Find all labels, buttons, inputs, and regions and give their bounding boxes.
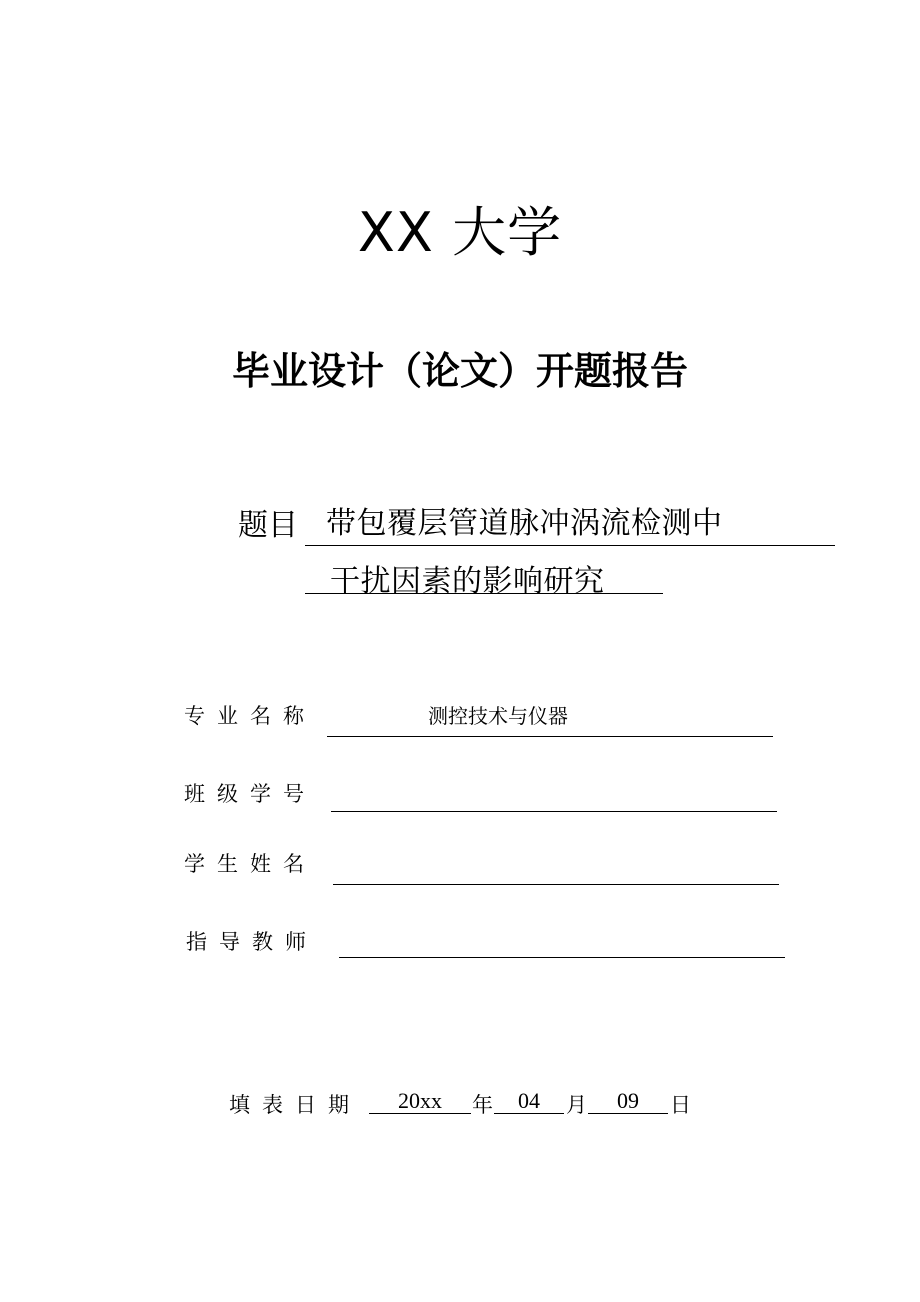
date-year-value: 20xx	[398, 1088, 442, 1113]
university-name: XX 大学	[357, 201, 563, 264]
date-label: 填表日期	[229, 1093, 361, 1117]
date-day-value: 09	[617, 1088, 639, 1113]
date-month-unit: 月	[566, 1093, 587, 1117]
class-id-underline	[331, 811, 777, 812]
report-title: 毕业设计（论文）开题报告	[231, 349, 688, 393]
major-underline	[327, 736, 773, 737]
advisor-label: 指导教师	[186, 930, 318, 954]
major-label: 专业名称	[184, 704, 316, 728]
topic-underline-2	[305, 593, 663, 594]
date-month-value: 04	[518, 1088, 540, 1113]
topic-underline-1	[305, 545, 835, 546]
date-year-underline	[369, 1113, 471, 1114]
student-name-label: 学生姓名	[184, 852, 316, 876]
topic-line-2: 干扰因素的影响研究	[330, 564, 605, 599]
advisor-underline	[339, 957, 785, 958]
date-month-underline	[494, 1113, 564, 1114]
major-value: 测控技术与仪器	[428, 704, 568, 728]
date-day-underline	[588, 1113, 668, 1114]
class-id-label: 班级学号	[184, 782, 316, 806]
topic-label: 题目	[238, 508, 298, 543]
date-day-unit: 日	[670, 1093, 691, 1117]
date-year-unit: 年	[472, 1093, 493, 1117]
student-name-underline	[333, 884, 779, 885]
topic-line-1: 带包覆层管道脉冲涡流检测中	[326, 506, 723, 541]
